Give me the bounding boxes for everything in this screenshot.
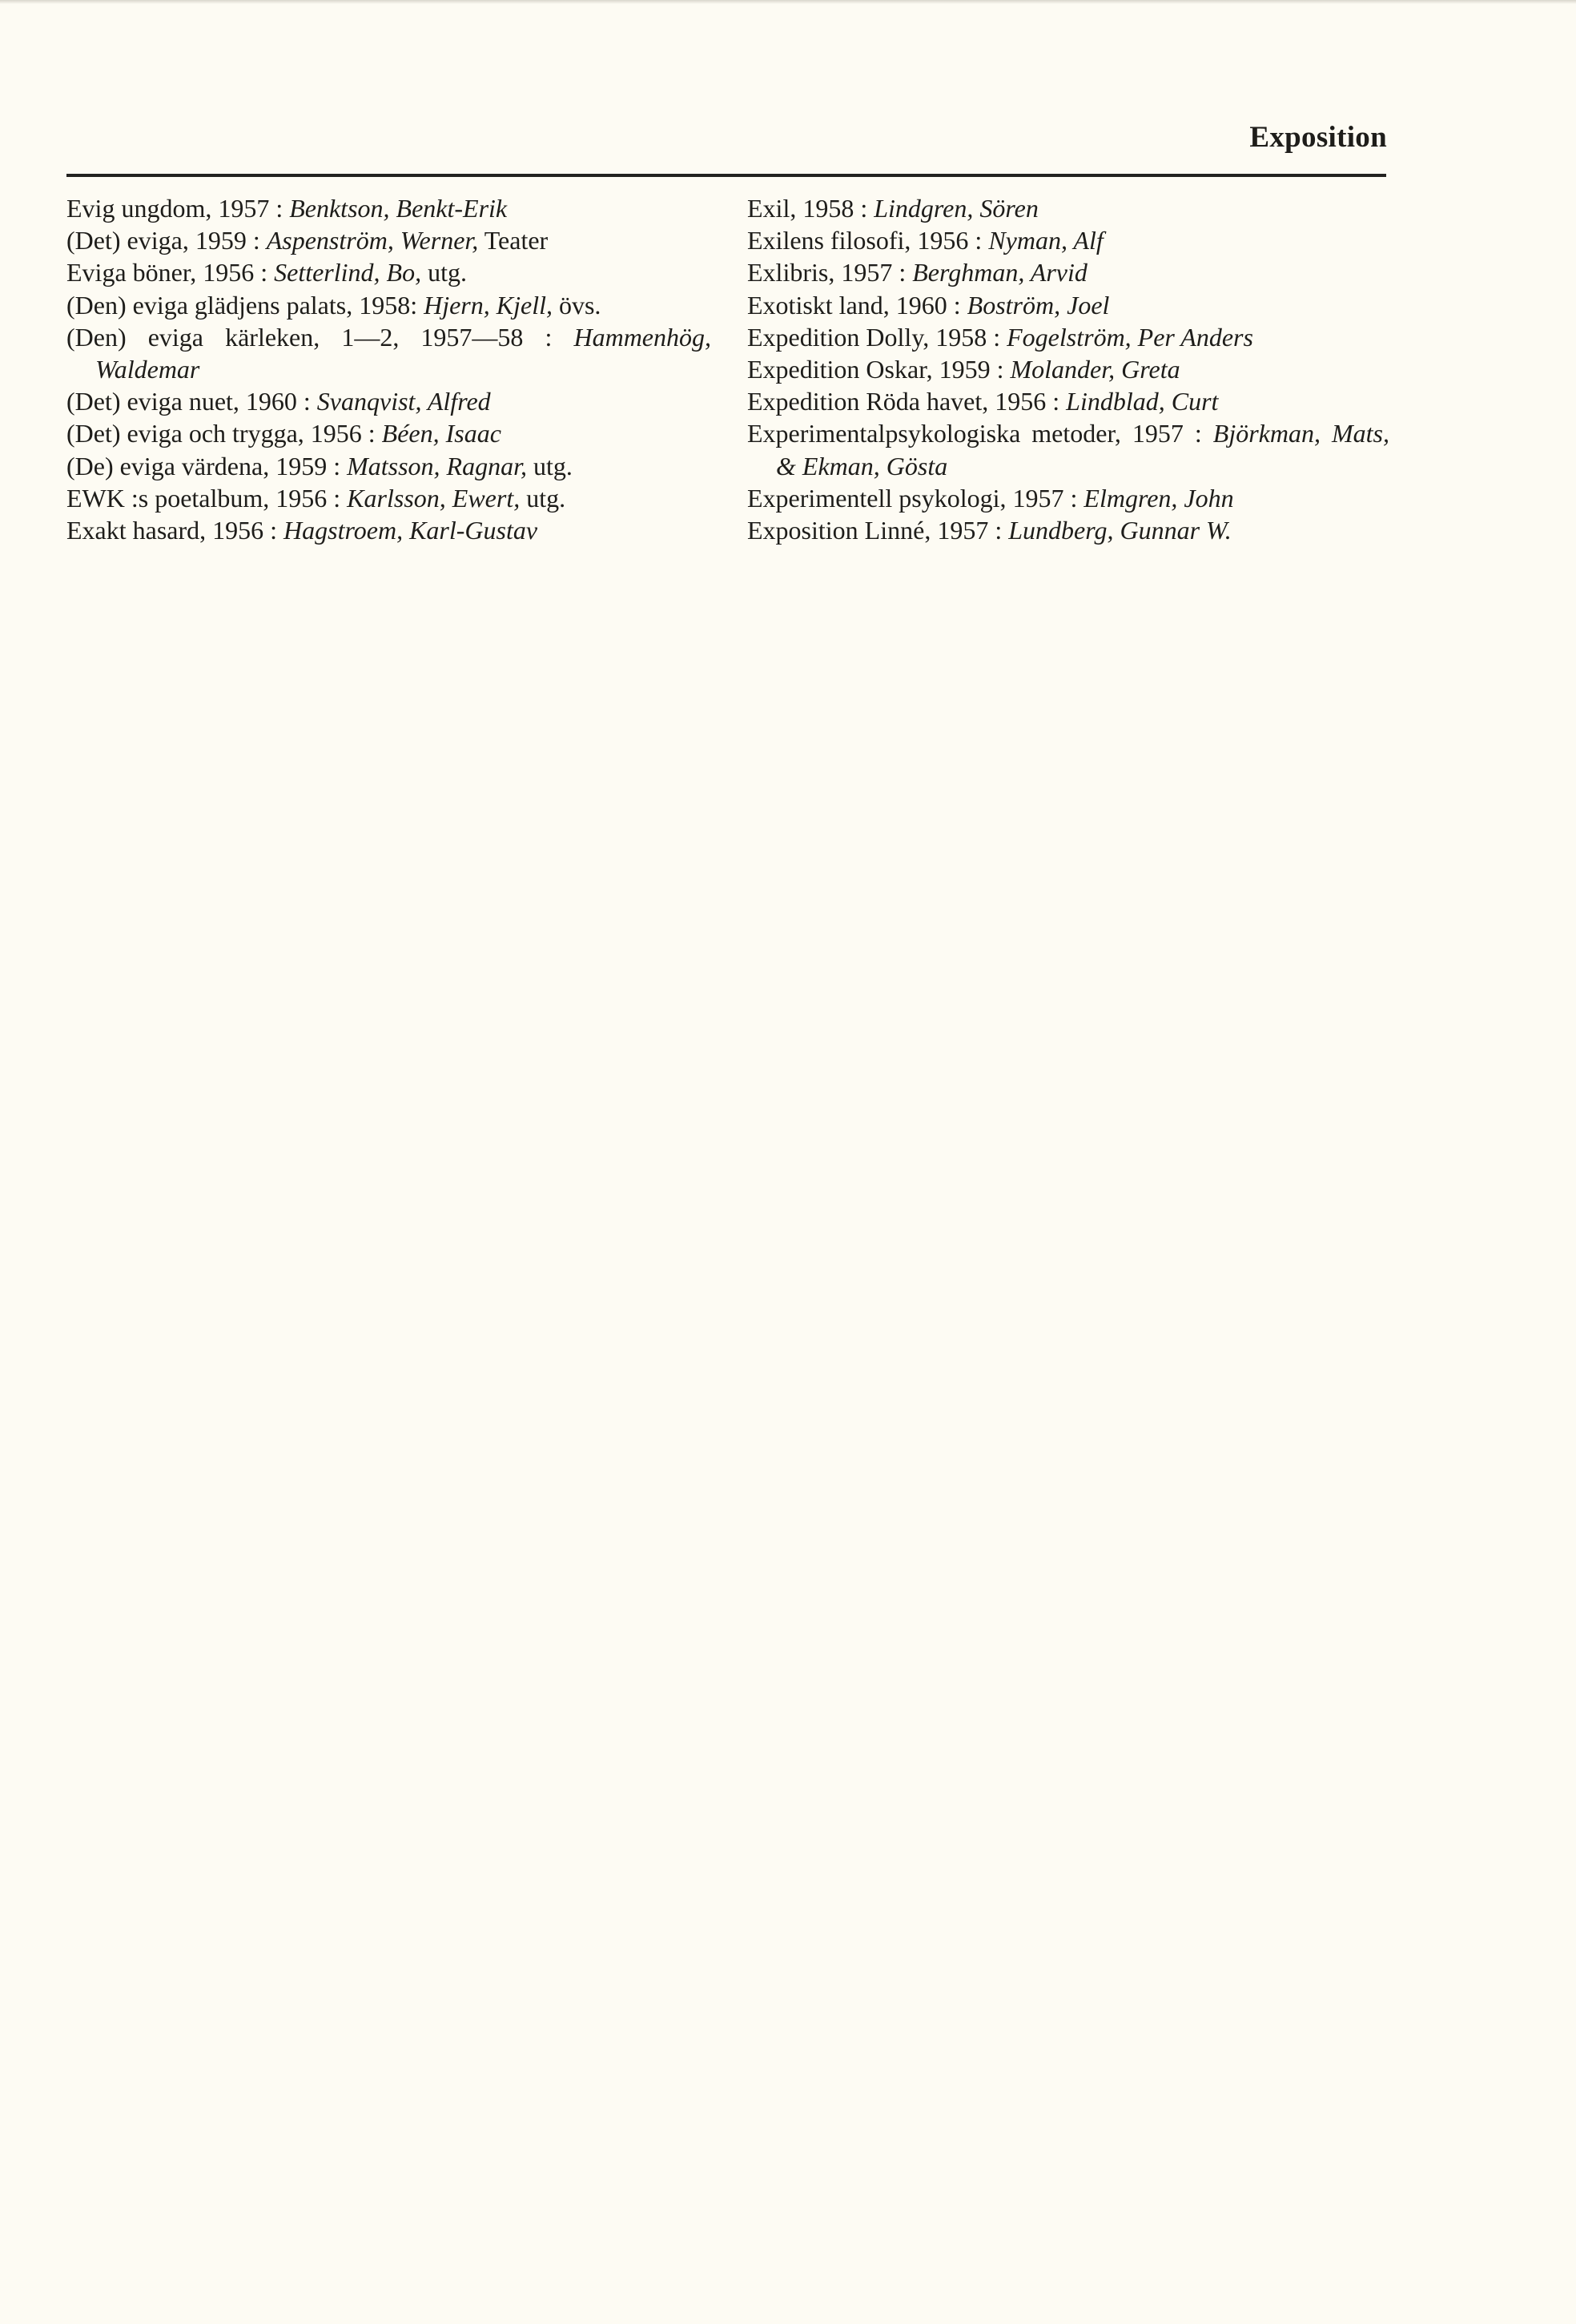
entry-author: Aspenström, Werner, [266, 226, 479, 255]
entry-author: Hammenhög, Waldemar [95, 322, 711, 384]
entry-author: Setterlind, Bo, [274, 258, 422, 287]
entry-author: Lundberg, Gunnar W. [1008, 516, 1232, 545]
entry-title: Exlibris, 1957 : [747, 258, 913, 287]
entry-title: Eviga böner, 1956 : [66, 258, 275, 287]
index-column-right [747, 192, 1389, 546]
index-entry [747, 256, 1389, 288]
index-entry [66, 385, 711, 417]
entry-author: Matsson, Ragnar, [347, 451, 527, 480]
index-entry [747, 385, 1389, 417]
entry-title: Experimentell psykologi, 1957 : [747, 483, 1084, 513]
entry-author: Hjern, Kjell, [424, 290, 553, 320]
entry-title: (De) eviga värdena, 1959 : [66, 451, 348, 480]
entry-title: Exil, 1958 : [747, 194, 874, 223]
index-entry [66, 514, 711, 546]
index-entry [747, 224, 1389, 256]
index-entry [66, 321, 711, 385]
entry-author: Béen, Isaac [381, 419, 501, 448]
entry-title: (Den) eviga kärleken, 1—2, 1957—58 : [66, 322, 574, 352]
entry-title: Exakt hasard, 1956 : [66, 516, 284, 545]
entry-author: Nyman, Alf [988, 226, 1104, 255]
index-entry [747, 353, 1389, 385]
entry-title: Exilens filosofi, 1956 : [747, 226, 989, 255]
index-entry [66, 450, 711, 482]
index-entry [747, 289, 1389, 321]
entry-note: utg. [520, 483, 566, 513]
entry-author: Svanqvist, Alfred [316, 387, 491, 416]
entry-note: utg. [526, 451, 573, 480]
entry-title: Expedition Oskar, 1959 : [747, 355, 1011, 384]
entry-author: Berghman, Arvid [912, 258, 1088, 287]
entry-author: Karlsson, Ewert, [347, 483, 521, 513]
index-entry [66, 192, 711, 224]
entry-author: Benktson, Benkt-Erik [289, 194, 508, 223]
entry-title: (Det) eviga och trygga, 1956 : [66, 419, 382, 448]
entry-note: utg. [421, 258, 467, 287]
entry-author: Lindgren, Sören [874, 194, 1039, 223]
index-entry [66, 417, 711, 449]
entry-author: Boström, Joel [967, 290, 1110, 320]
running-head: Exposition [1249, 121, 1387, 154]
entry-title: Exotiskt land, 1960 : [747, 290, 967, 320]
entry-note: övs. [552, 290, 601, 320]
index-entry [747, 514, 1389, 546]
index-entry [66, 289, 711, 321]
entry-author: Molander, Greta [1010, 355, 1180, 384]
index-entry [747, 417, 1389, 481]
entry-author: Hagstroem, Karl-Gustav [283, 516, 538, 545]
entry-title: Exposition Linné, 1957 : [747, 516, 1009, 545]
entry-author: Fogelström, Per Anders [1007, 322, 1253, 352]
index-entry [66, 256, 711, 288]
index-entry [66, 482, 711, 514]
entry-title: Evig ungdom, 1957 : [66, 194, 290, 223]
index-entry [66, 224, 711, 256]
entry-author: Lindblad, Curt [1066, 387, 1219, 416]
index-entry [747, 482, 1389, 514]
entry-note: Teater [478, 226, 549, 255]
entry-author: Elmgren, John [1084, 483, 1234, 513]
entry-author: Björkman, Mats, & Ekman, Gösta [776, 419, 1389, 480]
page-top-edge [0, 0, 1576, 4]
entry-title: (Det) eviga nuet, 1960 : [66, 387, 317, 416]
index-entry [747, 192, 1389, 224]
entry-title: Expedition Röda havet, 1956 : [747, 387, 1067, 416]
header-rule [66, 174, 1386, 177]
index-column-left [66, 192, 711, 546]
entry-title: EWK :s poetalbum, 1956 : [66, 483, 348, 513]
entry-title: (Den) eviga glädjens palats, 1958: [66, 290, 424, 320]
entry-title: Expedition Dolly, 1958 : [747, 322, 1007, 352]
index-entry [747, 321, 1389, 353]
entry-title: Experimentalpsykologiska metoder, 1957 : [747, 419, 1213, 448]
entry-title: (Det) eviga, 1959 : [66, 226, 267, 255]
